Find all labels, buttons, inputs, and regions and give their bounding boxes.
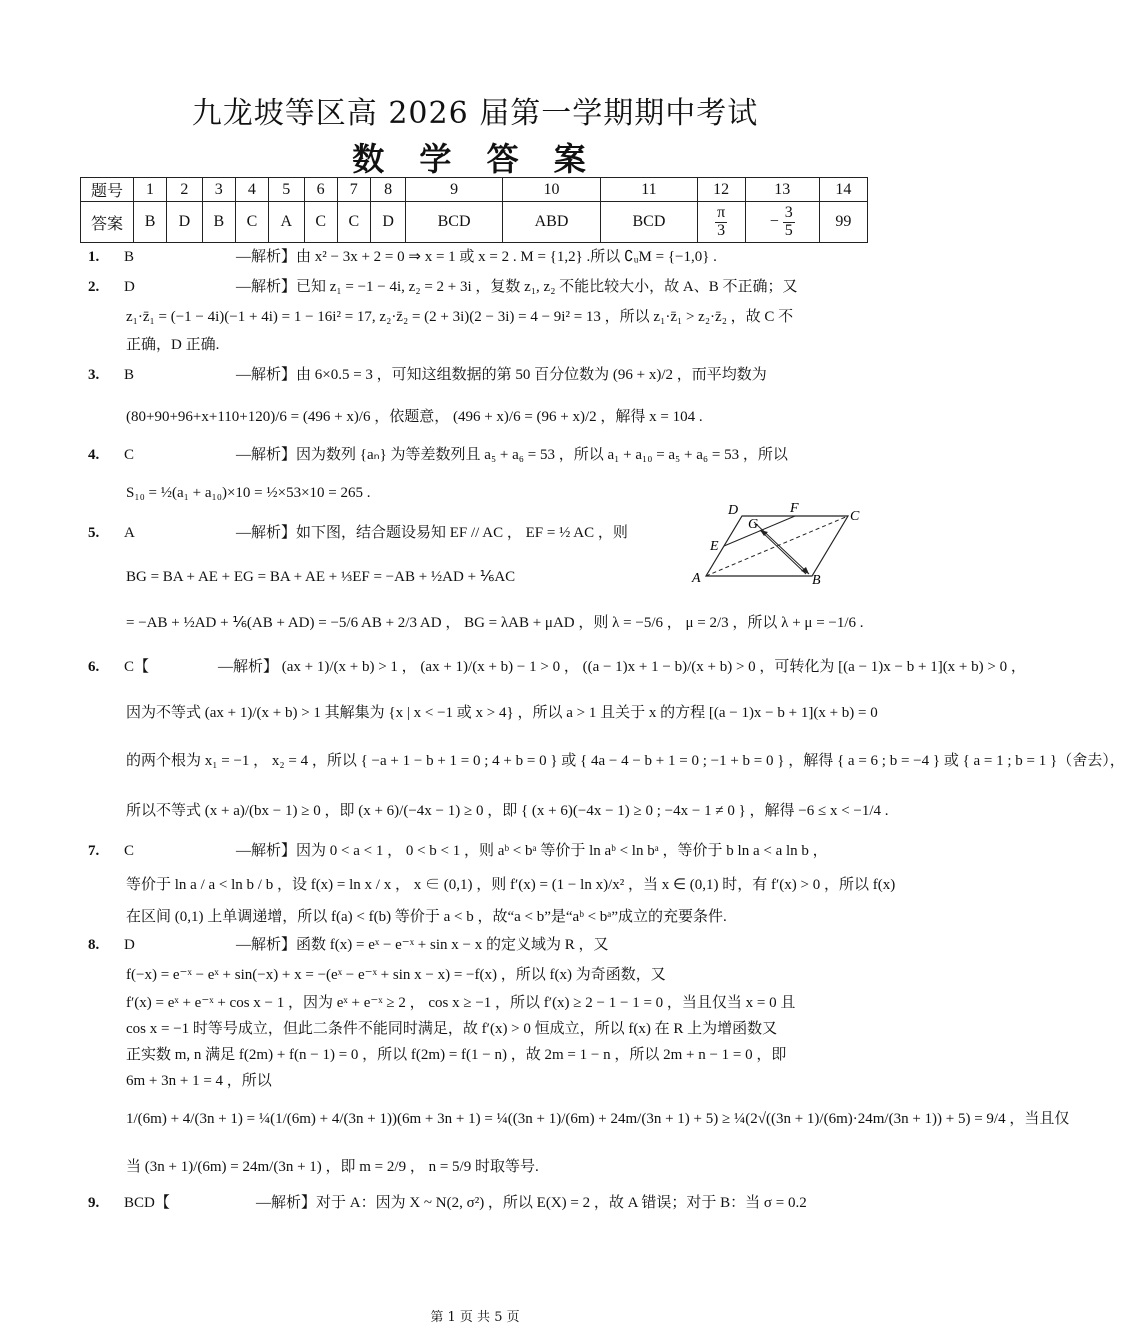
solution-number: 7. [88, 843, 100, 859]
solution-line: S₁₀ = ½(a₁ + a₁₀)×10 = ½×53×10 = 265 . [126, 485, 371, 501]
solution-line: —解析】因为 0 < a < 1 ， 0 < b < 1 ，则 aᵇ < bᵃ 等价于 ln aᵇ < ln bᵃ ，等价于 b ln a < a ln b ， [236, 843, 828, 859]
solution-number: 2. [88, 279, 100, 295]
solution-answer: B [124, 367, 135, 383]
solution-number: 6. [88, 659, 100, 675]
solution-number: 8. [88, 937, 100, 953]
table-cell: 4 [235, 178, 268, 202]
table-row [81, 202, 868, 243]
solution-answer: D [124, 279, 135, 295]
answer-table [80, 177, 868, 243]
solution-line: 等价于 ln a / a < ln b / b ，设 f(x) = ln x / x ， x ∈ (0,1) ，则 f′(x) = (1 − ln x)/x² ，当 x ∈ (0,1) 时，有 f′(x) > 0 ，所以 f(x) [126, 877, 896, 893]
solution-line: = −AB + ½AD + ⅙(AB + AD) = −5/6 AB + 2/3 AD ， BG = λAB + μAD ，则 λ = −5/6 ， μ = 2/3 ，所以 λ + μ = −1/6 . [126, 615, 864, 631]
table-cell: 8 [370, 178, 406, 202]
table-cell: ABD [502, 202, 601, 243]
segment-ef [724, 516, 795, 546]
table-cell: 5 [268, 178, 304, 202]
table-cell: B [202, 202, 235, 243]
solution-answer: BCD【 [124, 1195, 170, 1211]
table-cell: C [304, 202, 337, 243]
table-cell: 12 [697, 178, 745, 202]
solution-number: 1. [88, 249, 100, 265]
label-g: G [748, 517, 759, 532]
solution-answer: A [124, 525, 135, 541]
solution-number: 5. [88, 525, 100, 541]
solution-number: 3. [88, 367, 100, 383]
solution-line: 在区间 (0,1) 上单调递增，所以 f(a) < f(b) 等价于 a < b ，故“a < b”是“aᵇ < bᵃ”成立的充要条件. [126, 909, 727, 925]
table-cell: 1 [134, 178, 167, 202]
fraction [783, 205, 795, 240]
table-row [81, 178, 868, 202]
table-cell: A [268, 202, 304, 243]
minus-sign: − [769, 212, 779, 230]
numerator: 3 [784, 203, 793, 221]
solution-line: —解析】因为数列 {aₙ} 为等差数列且 a₅ + a₆ = 53 ，所以 a₁ + a₁₀ = a₅ + a₆ = 53 ，所以 [236, 447, 788, 463]
label-e: E [710, 539, 719, 554]
label-b: B [812, 573, 821, 588]
label-f: F [790, 501, 799, 516]
table-cell: 10 [502, 178, 601, 202]
solution-line: z₁·z̄₁ = (−1 − 4i)(−1 + 4i) = 1 − 16i² = 17, z₂·z̄₂ = (2 + 3i)(2 − 3i) = 4 − 9i² = 13 ，所以 z₁·z̄₁ > z₂·z̄₂ ，故 C 不 [126, 309, 794, 325]
table-cell: 2 [167, 178, 203, 202]
fraction [715, 205, 727, 240]
solution-line: 因为不等式 (ax + 1)/(x + b) > 1 其解集为 {x | x < −1 或 x > 4} ，所以 a > 1 且关于 x 的方程 [(a − 1)x − b + 1](x + b) = 0 [126, 705, 878, 721]
solution-number: 4. [88, 447, 100, 463]
denominator: 5 [784, 221, 793, 239]
table-cell: B [134, 202, 167, 243]
table-cell: BCD [406, 202, 502, 243]
table-cell [697, 202, 745, 243]
table-cell: 7 [337, 178, 370, 202]
vector-gb [754, 522, 809, 574]
row-label: 题号 [81, 178, 134, 202]
numerator: π [717, 203, 726, 221]
table-cell: 6 [304, 178, 337, 202]
solution-line: BG = BA + AE + EG = BA + AE + ⅓EF = −AB + ½AD + ⅙AC [126, 569, 516, 585]
solution-answer: C [124, 843, 135, 859]
solution-line: —解析】由 x² − 3x + 2 = 0 ⇒ x = 1 或 x = 2 . M = {1,2} .所以 ∁ᵤM = {−1,0} . [236, 249, 717, 265]
solution-line: —解析】 (ax + 1)/(x + b) > 1 ， (ax + 1)/(x + b) − 1 > 0 ， ((a − 1)x + 1 − b)/(x + b) > 0 ，可转化为 [(a − 1)x − b + 1](x + b) > 0 ， [218, 659, 1026, 675]
table-cell: 14 [819, 178, 867, 202]
solution-line: 正确，D 正确. [126, 337, 220, 353]
solution-line: cos x = −1 时等号成立，但此二条件不能同时满足，故 f′(x) > 0 恒成立，所以 f(x) 在 R 上为增函数又 [126, 1021, 778, 1037]
solution-answer: C【 [124, 659, 150, 675]
solution-line: —解析】已知 z₁ = −1 − 4i, z₂ = 2 + 3i ，复数 z₁, z₂ 不能比较大小，故 A、B 不正确；又 [236, 279, 798, 295]
solution-line: 的两个根为 x₁ = −1 ， x₂ = 4 ，所以 { −a + 1 − b + 1 = 0 ; 4 + b = 0 } 或 { 4a − 4 − b + 1 = 0 ; −1 + b = 0 } ，解得 { a = 6 ; b = −4 } 或 { a = 1 ; b = 1 }（舍去）， [126, 753, 1125, 769]
table-cell: BCD [601, 202, 697, 243]
parallelogram-figure [688, 500, 868, 590]
label-a: A [692, 571, 701, 586]
table-cell: 99 [819, 202, 867, 243]
solution-line: —解析】如下图，结合题设易知 EF // AC ， EF = ½ AC ，则 [236, 525, 628, 541]
page-subtitle: 数 学 答 案 [352, 140, 598, 178]
solution-line: f′(x) = eˣ + e⁻ˣ + cos x − 1 ，因为 eˣ + e⁻ˣ ≥ 2 ， cos x ≥ −1 ，所以 f′(x) ≥ 2 − 1 − 1 = 0 ，当且仅当 x = 0 且 [126, 995, 796, 1011]
solution-answer: B [124, 249, 135, 265]
page-title: 九龙坡等区高 2026 届第一学期期中考试 [191, 96, 759, 131]
page-footer: 第 1 页 共 5 页 [430, 1310, 520, 1325]
solution-line: 1/(6m) + 4/(3n + 1) = ¼(1/(6m) + 4/(3n + 1))(6m + 3n + 1) = ¼((3n + 1)/(6m) + 24m/(3n + 1) + 5) ≥ ¼(2√((3n + 1)/(6m)·24m/(3n + 1)) + 5) = 9/4 ，当且仅 [126, 1111, 1070, 1127]
solution-line: 6m + 3n + 1 = 4 ，所以 [126, 1073, 272, 1089]
table-cell: 11 [601, 178, 697, 202]
table-cell: 3 [202, 178, 235, 202]
table-cell: 9 [406, 178, 502, 202]
solution-line: —解析】函数 f(x) = eˣ − e⁻ˣ + sin x − x 的定义域为 R ，又 [236, 937, 609, 953]
table-cell: C [337, 202, 370, 243]
table-cell: D [370, 202, 406, 243]
solution-line: —解析】对于 A：因为 X ~ N(2, σ²) ，所以 E(X) = 2 ，故 A 错误；对于 B：当 σ = 0.2 [256, 1195, 807, 1211]
solution-line: —解析】由 6×0.5 = 3 ，可知这组数据的第 50 百分位数为 (96 + x)/2 ，而平均数为 [236, 367, 767, 383]
label-c: C [850, 509, 860, 524]
table-cell: D [167, 202, 203, 243]
solution-answer: C [124, 447, 135, 463]
solution-line: (80+90+96+x+110+120)/6 = (496 + x)/6 ，依题意， (496 + x)/6 = (96 + x)/2 ，解得 x = 104 . [126, 409, 703, 425]
table-cell: C [235, 202, 268, 243]
solution-line: 所以不等式 (x + a)/(bx − 1) ≥ 0 ，即 (x + 6)/(−4x − 1) ≥ 0 ，即 { (x + 6)(−4x − 1) ≥ 0 ; −4x − 1 ≠ 0 } ，解得 −6 ≤ x < −1/4 . [126, 803, 889, 819]
solution-number: 9. [88, 1195, 100, 1211]
label-d: D [728, 503, 739, 518]
row-label: 答案 [81, 202, 134, 243]
solution-line: 当 (3n + 1)/(6m) = 24m/(3n + 1) ，即 m = 2/9 ， n = 5/9 时取等号. [126, 1159, 539, 1175]
solution-answer: D [124, 937, 135, 953]
denominator: 3 [717, 221, 726, 239]
table-cell: 13 [745, 178, 819, 202]
table-cell [745, 202, 819, 243]
solution-line: f(−x) = e⁻ˣ − eˣ + sin(−x) + x = −(eˣ − e⁻ˣ + sin x − x) = −f(x) ，所以 f(x) 为奇函数，又 [126, 967, 666, 983]
solution-line: 正实数 m, n 满足 f(2m) + f(n − 1) = 0 ，所以 f(2m) = f(1 − n) ，故 2m = 1 − n ，所以 2m + n − 1 = 0 ，即 [126, 1047, 787, 1063]
